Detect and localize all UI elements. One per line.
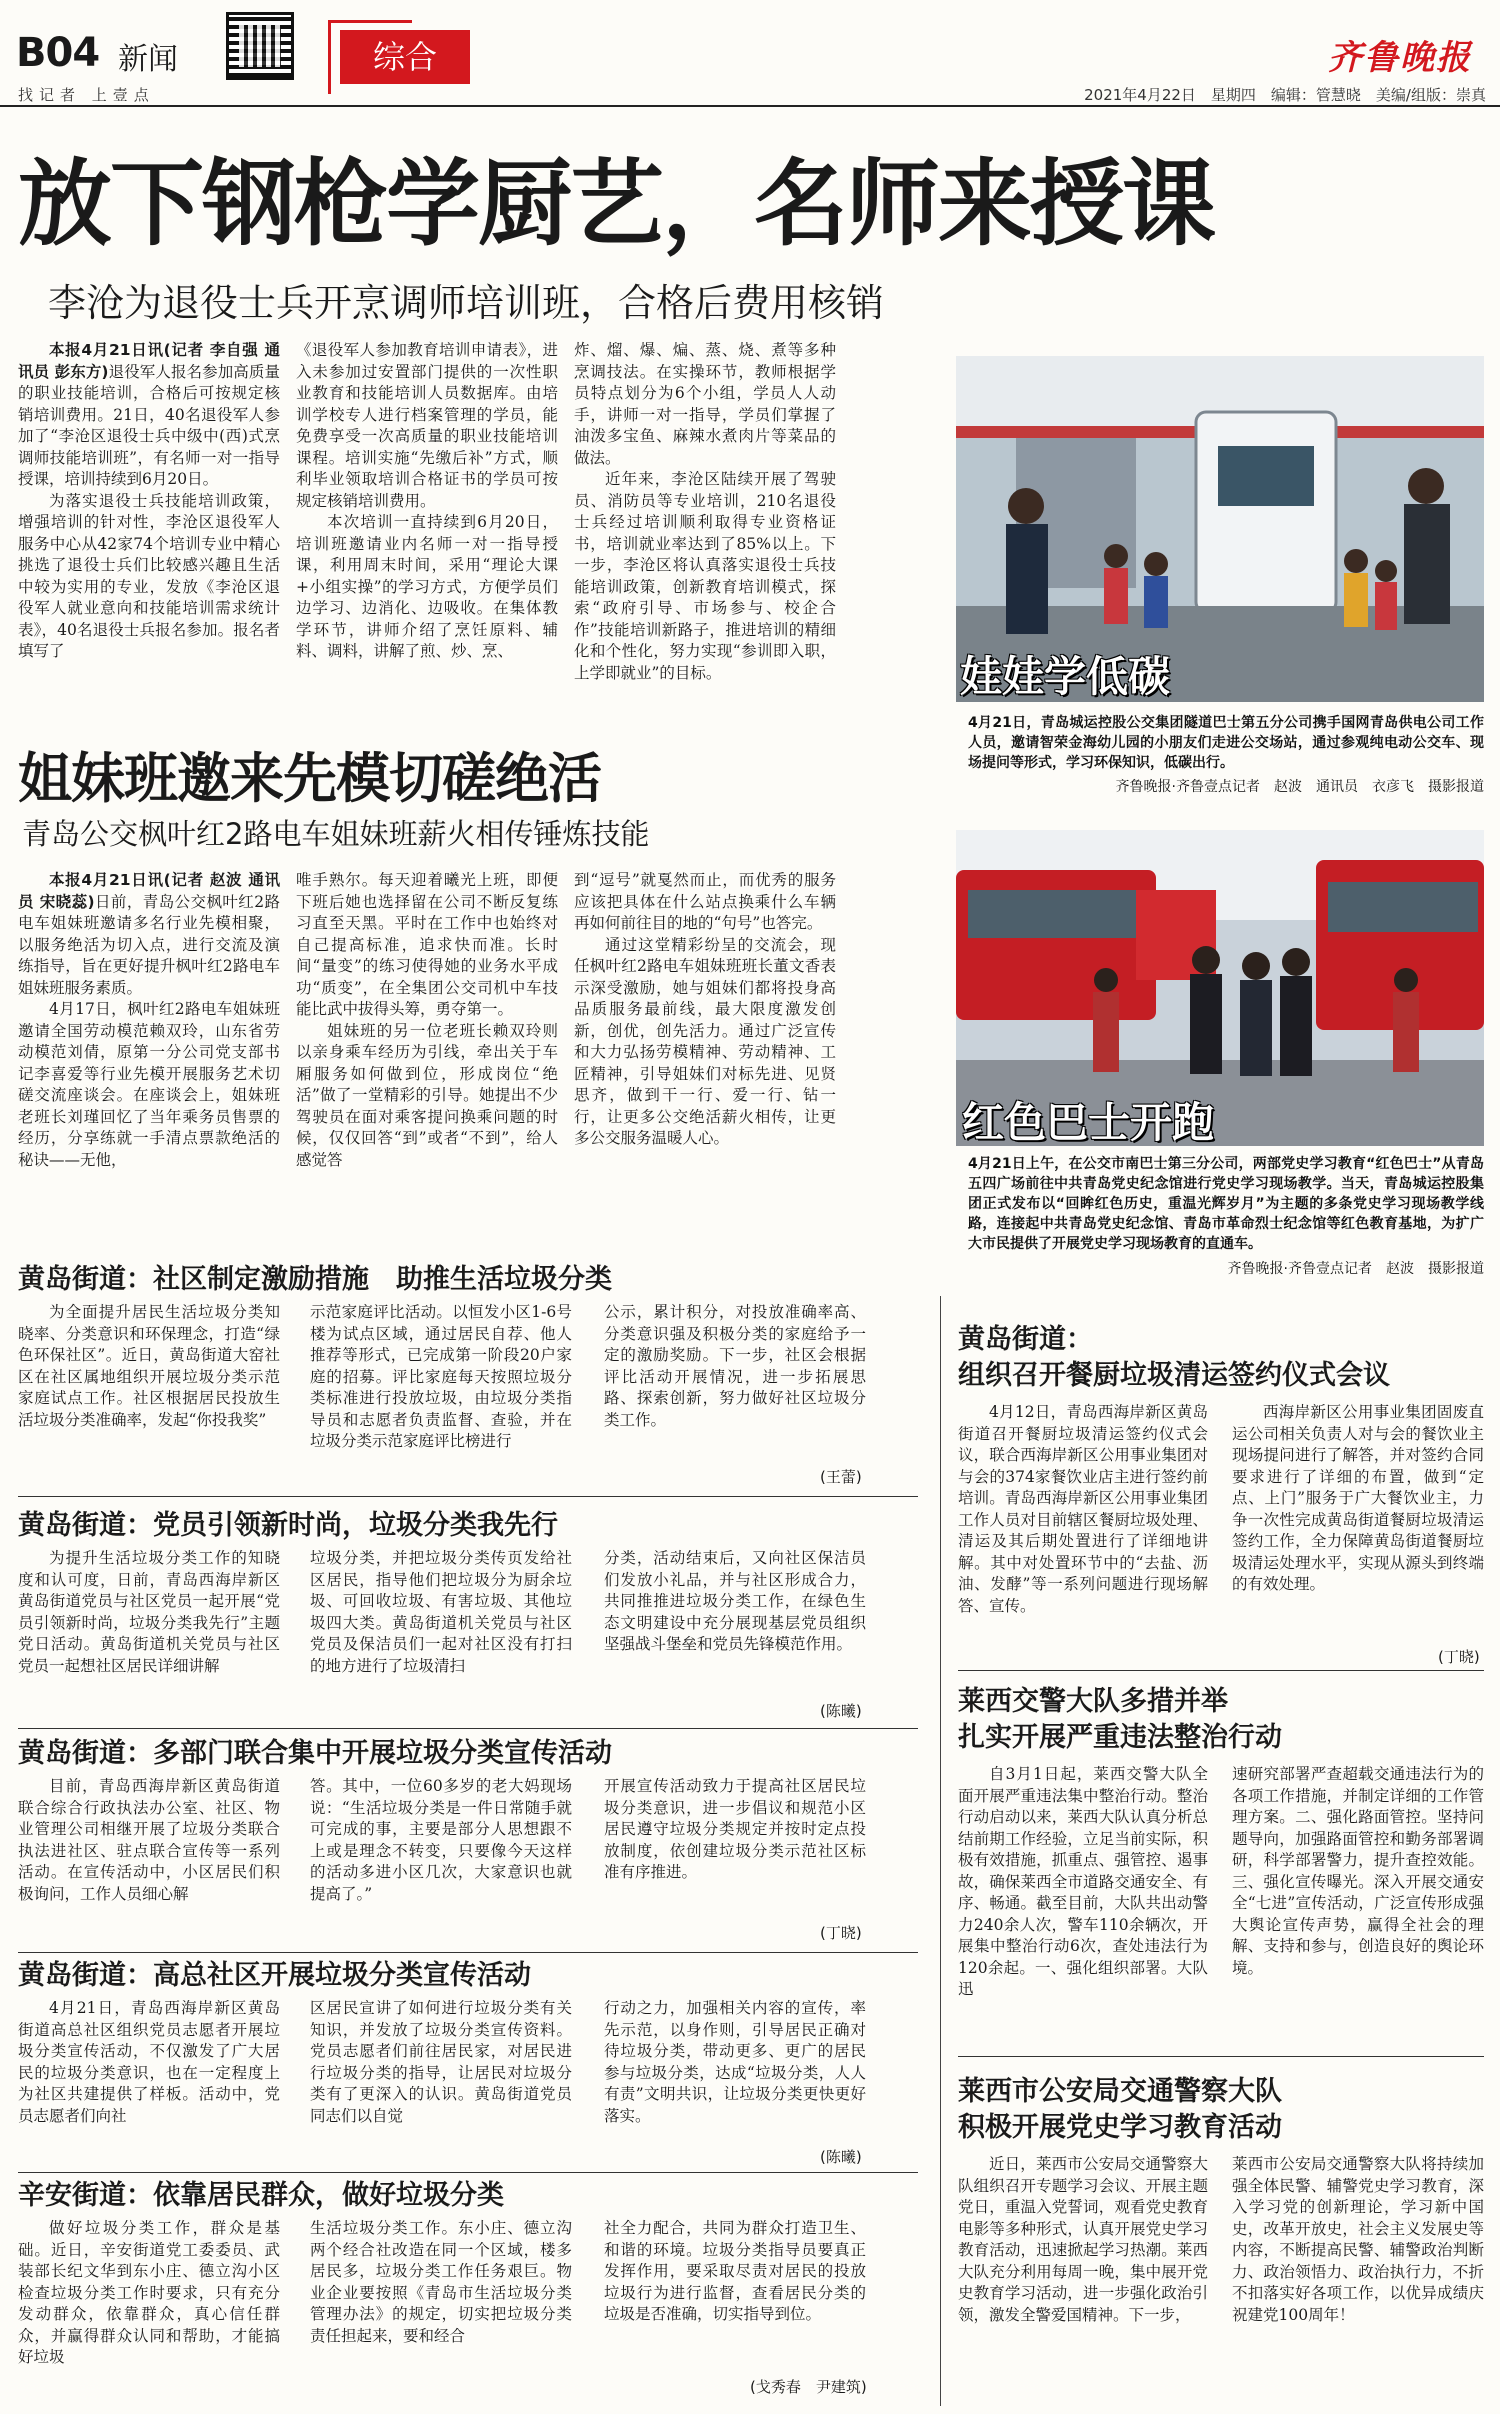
section-tag: 综合: [340, 30, 470, 84]
brief-column: [1232, 2154, 1484, 2404]
lead-column-1: [18, 340, 280, 730]
brief-signature: (丁晓): [1438, 1648, 1480, 1666]
brief-text: 近日，莱西市公安局交通警察大队组织召开专题学习会议、开展主题党日，重温入党誓词，观看党史教育电影等多种形式，认真开展党史学习教育活动，迅速掀起学习热潮。莱西大队充分利用每周一晚，集中展开党史教育学习活动，进一步强化政治引领，激发全警爱国精神。下一步，: [958, 2155, 1208, 2324]
qr-code-icon[interactable]: [226, 12, 294, 80]
lead-paragraph: 本次培训一直持续到6月20日，培训班邀请业内名师一对一指导授课，利用周末时间，采用“理论大课+小组实操”的学习方式，方便学员们边学习、边消化、边吸收。在集体教学环节，讲师介绍了烹饪原料、辅料、调料，讲解了煎、炒、烹、: [296, 513, 558, 660]
brief-divider: [958, 1670, 1484, 1671]
brief-signature: (陈曦): [820, 2148, 862, 2166]
brief-column: [18, 1302, 280, 1482]
lead-paragraph: 近年来，李沧区陆续开展了驾驶员、消防员等专业培训，210名退役士兵经过培训顺利取得专业资格证书，培训就业率达到了85%以上。下一步，李沧区将认真落实退役士兵技能培训政策，创新教育培训模式，探索“政府引导、市场参与、校企合作”技能培训新路子，推进培训的精细化和个性化，努力实现“参训即入职，上学即就业”的目标。: [574, 470, 836, 682]
second-headline: 姐妹班邀来先模切磋绝活: [18, 747, 601, 810]
brief-column: [310, 1776, 572, 1946]
brief-title: 黄岛街道：高总社区开展垃圾分类宣传活动: [18, 1960, 531, 1991]
brief-title-line: 莱西市公安局交通警察大队: [958, 2076, 1282, 2107]
brief-divider: [18, 2172, 918, 2173]
brief-divider: [18, 1728, 918, 1729]
brief-text: 答。其中，一位60多岁的老大妈现场说：“生活垃圾分类是一件日常随手就可完成的事，主要是部分人思想跟不上或是理念不转变，只要像今天这样的活动多进小区几次，大家意识也就提高了。”: [310, 1777, 572, 1903]
brief-title-line: 积极开展党史学习教育活动: [958, 2112, 1282, 2143]
second-column-3: [574, 870, 836, 1260]
second-paragraph: 日前，青岛公交枫叶红2路电车姐妹班邀请多名行业先模相聚，以服务绝活为切入点，进行交流及演练指导，旨在更好提升枫叶红2路电车姐妹班服务素质。: [18, 892, 280, 997]
brief-text: 4月21日，青岛西海岸新区黄岛街道高总社区组织党员志愿者开展垃圾分类宣传活动，不仅激发了广大居民的垃圾分类意识，也在一定程度上为社区共建提供了样板。活动中，党员志愿者们向社: [18, 1999, 280, 2125]
newspaper-logo: 齐鲁晚报: [1328, 38, 1472, 78]
page-number: B04: [16, 30, 100, 76]
lead-column-2: [296, 340, 558, 730]
brief-text: 为提升生活垃圾分类工作的知晓度和认可度，日前，青岛西海岸新区黄岛街道党员与社区党员一起开展“党员引领新时尚，垃圾分类我先行”主题党日活动。黄岛街道机关党员与社区党员一起想社区居民详细讲解: [18, 1549, 280, 1675]
lead-byline: 本报4月21日讯(记者 李自强 通讯员 彭东方): [18, 341, 280, 381]
brief-title: [958, 2074, 1282, 2146]
brief-text: 西海岸新区公用事业集团固废直运公司相关负责人对与会的餐饮业主现场提问进行了解答，并对签约合同要求进行了详细的布置，做到“定点、上门”服务于广大餐饮业主，力争一次性完成黄岛街道餐厨垃圾清运签约工作，全力保障黄岛街道餐厨垃圾清运处理水平，实现从源头到终端的有效处理。: [1232, 1403, 1484, 1593]
second-paragraph: 通过这堂精彩纷呈的交流会，现任枫叶红2路电车姐妹班班长董文香表示深受激励，她与姐妹们都将投身高品质服务最前线，最大限度激发创新，创优，创先活力。通过广泛宣传和大力弘扬劳模精神、劳动精神、工匠精神，引导姐妹们对标先进、见贤思齐，做到干一行、爱一行、钻一行，让更多公交绝活薪火相传，让更多公交服务温暖人心。: [574, 935, 836, 1147]
brief-column: [18, 1776, 280, 1946]
brief-divider: [958, 2056, 1484, 2057]
brief-column: [604, 1302, 866, 1462]
second-paragraph: 姐妹班的另一位老班长赖双玲则以亲身乘车经历为引线，牵出关于车厢服务如何做到位，形成岗位“绝活”做了一堂精彩的引导。她提出不少驾驶员在面对乘客提问换乘问题的时候，仅仅回答“到”或者“不到”，给人感觉答: [296, 1021, 558, 1169]
brief-text: 速研究部署严查超载交通违法行为的各项工作措施，并制定详细的工作管理方案。二、强化路面管控。坚持问题导向，加强路面管控和勤务部署调研，科学部署警力，提升查控效能。三、强化宣传曝光。深入开展交通安全“七进”宣传活动，广泛宣传形成强大舆论宣传声势，赢得全社会的理解、支持和参与，创造良好的舆论环境。: [1232, 1765, 1484, 1977]
brief-column: [310, 1998, 572, 2168]
second-paragraph: 到“逗号”就戛然而止，而优秀的服务应该把具体在什么站点换乘什么车辆再如何前往目的地的“句号”也答完。: [574, 871, 836, 932]
brief-text: 莱西市公安局交通警察大队将持续加强全体民警、辅警党史学习教育，深入学习党的创新理论，学习新中国史，改革开放史，社会主义发展史等内容，不断提高民警、辅警政治判断力、政治领悟力、政治执行力，不折不扣落实好各项工作，以优异成绩庆祝建党100周年！: [1232, 2155, 1484, 2324]
brief-column: [604, 2218, 866, 2368]
brief-text: 生活垃圾分类工作。东小庄、德立沟两个经合社改造在同一个区域，楼多居民多，垃圾分类工作任务艰巨。物业企业要按照《青岛市生活垃圾分类管理办法》的规定，切实把垃圾分类责任担起来，要和经合: [310, 2219, 572, 2345]
brief-column: [1232, 1764, 1484, 2054]
masthead-divider: [0, 105, 1500, 107]
brief-title: [958, 1322, 1390, 1394]
slogan: 找记者 上壹点: [18, 86, 155, 104]
brief-column: [18, 1548, 280, 1718]
brief-column: [604, 1548, 866, 1698]
brief-text: 做好垃圾分类工作，群众是基础。近日，辛安街道党工委委员、武装部长纪文华到东小庄、德立沟小区检查垃圾分类工作时要求，只有充分发动群众，依靠群众，真心信任群众，并赢得群众认同和帮助，才能搞好垃圾: [18, 2219, 280, 2366]
brief-text: 目前，青岛西海岸新区黄岛街道联合综合行政执法办公室、社区、物业管理公司相继开展了垃圾分类联合执法进社区、驻点联合宣传等一系列活动。在宣传活动中，小区居民们积极询问，工作人员细心解: [18, 1777, 280, 1903]
brief-signature: (王蕾): [820, 1468, 862, 1486]
brief-divider: [18, 1952, 918, 1953]
photo-low-carbon-kids: [956, 356, 1484, 702]
second-subhead: 青岛公交枫叶红2路电车姐妹班薪火相传锤炼技能: [22, 817, 650, 851]
brief-column: [958, 1402, 1208, 1667]
brief-text: 自3月1日起，莱西交警大队全面开展严重违法集中整治行动。整治行动启动以来，莱西大队认真分析总结前期工作经验，立足当前实际，积极有效措施，抓重点、强管控、遏事故，确保莱西全市道路交通安全、有序、畅通。截至目前，大队共出动警力240余人次，警车110余辆次，开展集中整治行动6次，查处违法行为120余起。一、强化组织部署。大队迅: [958, 1765, 1208, 1998]
brief-divider: [18, 1496, 918, 1497]
lead-headline: 放下钢枪学厨艺，名师来授课: [18, 150, 1215, 259]
photo-label: 娃娃学低碳: [960, 652, 1171, 701]
brief-column: [310, 2218, 572, 2398]
photo-label: 红色巴士开跑: [962, 1098, 1215, 1146]
masthead: [0, 0, 1500, 110]
brief-text: 示范家庭评比活动。以恒发小区1-6号楼为试点区域，通过居民自荐、他人推荐等形式，已完成第一阶段20户家庭的招募。评比家庭每天按照垃圾分类标准进行投放垃圾，由垃圾分类指导员和志愿者负责监督、查验，并在垃圾分类示范家庭评比榜进行: [310, 1303, 572, 1450]
brief-title-line: 组织召开餐厨垃圾清运签约仪式会议: [958, 1360, 1390, 1391]
brief-column: [958, 2154, 1208, 2404]
brief-title: 黄岛街道：社区制定激励措施 助推生活垃圾分类: [18, 1264, 612, 1295]
brief-signature: (丁晓): [820, 1924, 862, 1942]
photo-caption: 4月21日上午，在公交市南巴士第三分公司，两部党史学习教育“红色巴士”从青岛五四广场前往中共青岛党史纪念馆进行党史学习现场教学。当天，青岛城运控股集团正式发布以“回眸红色历史，重温光辉岁月”为主题的多条党史学习现场教学线路，连接起中共青岛党史纪念馆、青岛市革命烈士纪念馆等红色教育基地，为扩广大市民提供了开展党史学习现场教育的直通车。: [968, 1156, 1484, 1252]
brief-text: 垃圾分类，并把垃圾分类传页发给社区居民，指导他们把垃圾分为厨余垃圾、可回收垃圾、有害垃圾、其他垃圾四大类。黄岛街道机关党员与社区党员及保洁员们一起对社区没有打扫的地方进行了垃圾清扫: [310, 1549, 572, 1675]
brief-text: 公示，累计积分，对投放准确率高、分类意识强及积极分类的家庭给予一定的激励奖励。下一步，社区会根据评比活动开展情况，进一步拓展思路、探索创新，努力做好社区垃圾分类工作。: [604, 1303, 866, 1429]
brief-column: [604, 1776, 866, 1926]
brief-title-line: 扎实开展严重违法整治行动: [958, 1722, 1282, 1753]
lead-column-3: [574, 340, 836, 730]
brief-text: 开展宣传活动致力于提高社区居民垃圾分类意识，进一步倡议和规范小区居民遵守垃圾分类规定并按时定点投放制度，依创建垃圾分类示范社区标准有序推进。: [604, 1777, 866, 1881]
brief-text: 4月12日，青岛西海岸新区黄岛街道召开餐厨垃圾清运签约仪式会议，联合西海岸新区公用事业集团对与会的374家餐饮业店主进行签约前培训。青岛西海岸新区公用事业集团工作人员对目前辖区餐厨垃圾处理、清运及其后期处置进行了详细地讲解。其中对处置环节中的“去盐、沥油、发酵”等一系列问题进行现场解答、宣传。: [958, 1403, 1208, 1615]
photo-caption: 4月21日，青岛城运控股公交集团隧道巴士第五分公司携手国网青岛供电公司工作人员，邀请智荣金海幼儿园的小朋友们走进公交场站，通过参观纯电动公交车、现场提问等形式，学习环保知识，低碳出行。: [968, 715, 1484, 771]
brief-title: 黄岛街道：党员引领新时尚，垃圾分类我先行: [18, 1510, 558, 1541]
brief-column: [18, 2218, 280, 2398]
lead-paragraph: 炸、熘、爆、煸、蒸、烧、煮等多种烹调技法。在实操环节，教师根据学员特点划分为6个小组，学员人人动手，讲师一对一指导，学员们掌握了油泼多宝鱼、麻辣水煮肉片等菜品的做法。: [574, 341, 836, 467]
second-byline: 本报4月21日讯(记者 赵波 通讯员 宋晓蕊): [18, 871, 280, 911]
lead-subhead: 李沧为退役士兵开烹调师培训班，合格后费用核销: [48, 281, 885, 325]
photo-red-bus: [956, 830, 1484, 1146]
brief-title: 黄岛街道：多部门联合集中开展垃圾分类宣传活动: [18, 1738, 612, 1769]
brief-column: [604, 1998, 866, 2148]
brief-signature: (戈秀春 尹建筑): [750, 2378, 867, 2396]
brief-column: [310, 1302, 572, 1482]
issue-info: 2021年4月22日 星期四 编辑：管慧晓 美编/组版：崇真: [1084, 86, 1486, 104]
brief-column: [1232, 1402, 1484, 1642]
brief-text: 行动之力，加强相关内容的宣传，率先示范，以身作则，引导居民正确对待垃圾分类，带动更多、更广的居民参与垃圾分类，达成“垃圾分类，人人有责”文明共识，让垃圾分类更快更好落实。: [604, 1999, 866, 2125]
lead-paragraph: 为落实退役士兵技能培训政策，增强培训的针对性，李沧区退役军人服务中心从42家74个培训专业中精心挑选了退役士兵们比较感兴趣且生活中较为实用的专业，发放《李沧区退役军人就业意向和技能培训需求统计表》，40名退役士兵报名参加。报名者填写了: [18, 491, 280, 660]
brief-text: 分类，活动结束后，又向社区保洁员们发放小礼品，并与社区形成合力，共同推推进垃圾分类工作，在绿色生态文明建设中充分展现基层党员组织坚强战斗堡垒和党员先锋模范作用。: [604, 1549, 866, 1653]
second-column-1: [18, 870, 280, 1260]
brief-signature: (陈曦): [820, 1702, 862, 1720]
second-paragraph: 4月17日，枫叶红2路电车姐妹班邀请全国劳动模范赖双玲，山东省劳动模范刘倩，原第一分公司党支部书记李喜爱等行业先模开展服务艺术切磋交流座谈会。在座谈会上，姐妹班老班长刘瑾回忆了当年乘务员售票的经历，分享练就一手清点票款绝活的秘诀——无他，: [18, 1000, 280, 1169]
lead-paragraph: 《退役军人参加教育培训申请表》，进入未参加过安置部门提供的一次性职业教育和技能培训人员数据库。由培训学校专人进行档案管理的学员，能免费享受一次高质量的职业技能培训课程。培训实施“先缴后补”方式，顺利毕业领取培训合格证书的学员可按规定核销培训费用。: [296, 341, 558, 510]
brief-title: 辛安街道：依靠居民群众，做好垃圾分类: [18, 2180, 504, 2211]
brief-title-line: 黄岛街道：: [958, 1324, 1093, 1355]
brief-text: 区居民宣讲了如何进行垃圾分类有关知识，并发放了垃圾分类宣传资料。党员志愿者们前往居民家，对居民进行垃圾分类的指导，让居民对垃圾分类有了更深入的认识。黄岛街道党员同志们以自觉: [310, 1999, 572, 2125]
brief-title-line: 莱西交警大队多措并举: [958, 1686, 1228, 1717]
section-name: 新闻: [118, 42, 178, 77]
second-column-2: [296, 870, 558, 1260]
photo-credit: 齐鲁晚报·齐鲁壹点记者 赵波 摄影报道: [1227, 1261, 1484, 1277]
brief-text: 社全力配合，共同为群众打造卫生、和谐的环境。垃圾分类指导员要真正发挥作用，要采取尽责对居民的投放垃圾行为进行监督，查看居民分类的垃圾是否准确，切实指导到位。: [604, 2219, 866, 2323]
brief-text: 为全面提升居民生活垃圾分类知晓率、分类意识和环保理念，打造“绿色环保社区”。近日，黄岛街道大窑社区在社区属地组织开展垃圾分类示范家庭试点工作。社区根据居民投放生活垃圾分类准确率，发起“你投我奖”: [18, 1303, 280, 1429]
brief-column: [18, 1998, 280, 2168]
lead-paragraph: 退役军人报名参加高质量的职业技能培训，合格后可按规定核销培训费用。21日，40名退役军人参加了“李沧区退役士兵中级中(西)式烹调师技能培训班”，有名师一对一指导授课，培训持续到6月20日。: [18, 362, 280, 488]
brief-column: [310, 1548, 572, 1718]
photo-credit: 齐鲁晚报·齐鲁壹点记者 赵波 通讯员 衣彦飞 摄影报道: [1115, 779, 1484, 795]
brief-column: [958, 1764, 1208, 2054]
second-paragraph: 唯手熟尔。每天迎着曦光上班，即便下班后她也选择留在公司不断反复练习直至天黑。平时在工作中也始终对自己提高标准，追求快而准。长时间“量变”的练习使得她的业务水平成功“质变”，在全集团公交司机中车技能比武中拔得头筹，勇夺第一。: [296, 871, 558, 1018]
brief-title: [958, 1684, 1282, 1756]
column-divider: [940, 1296, 941, 2406]
